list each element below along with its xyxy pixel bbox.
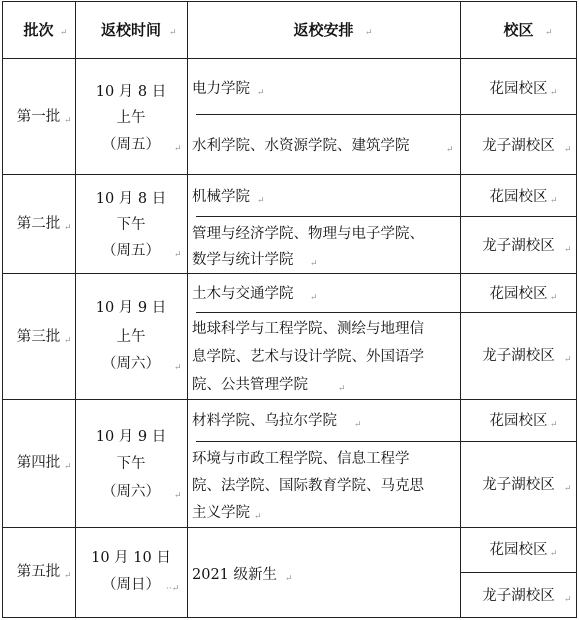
return-weekday: （周六） bbox=[102, 484, 160, 500]
paragraph-mark: ↵ bbox=[285, 574, 293, 584]
paragraph-mark: ↵ bbox=[257, 196, 265, 206]
batch-name: 第三批 bbox=[16, 329, 61, 345]
campus-name: 龙子湖校区 bbox=[482, 348, 555, 364]
college-list: 数学与统计学院 bbox=[192, 252, 294, 268]
paragraph-mark: ↵ bbox=[550, 420, 558, 430]
paragraph-mark: ↵ bbox=[354, 420, 362, 430]
college-list: 2021 级新生 bbox=[192, 567, 278, 583]
college-list: 息学院、艺术与设计学院、外国语学 bbox=[192, 349, 424, 365]
row-separator bbox=[196, 216, 577, 217]
campus-name: 花园校区 bbox=[489, 81, 548, 97]
college-list: 院、法学院、国际教育学院、马克思 bbox=[192, 478, 424, 494]
campus-name: 花园校区 bbox=[489, 413, 548, 429]
campus-name: 龙子湖校区 bbox=[482, 238, 555, 254]
paragraph-mark: ↵ bbox=[564, 145, 572, 155]
college-list: 院、公共管理学院 bbox=[192, 377, 308, 393]
batch-name: 第四批 bbox=[16, 455, 61, 471]
paragraph-mark: ↵ bbox=[564, 484, 572, 494]
paragraph-mark: ↵ bbox=[174, 144, 182, 154]
batch-name: 第五批 bbox=[16, 564, 61, 580]
batch-name: 第一批 bbox=[16, 109, 61, 125]
return-date: 10 月 8 日 bbox=[95, 84, 167, 100]
paragraph-mark: ↵ bbox=[310, 293, 318, 303]
row-separator bbox=[196, 441, 577, 442]
row-separator bbox=[460, 572, 577, 573]
college-list: 水利学院、水资源学院、建筑学院 bbox=[192, 138, 410, 154]
header-time: 返校时间 bbox=[100, 21, 161, 39]
return-date: 10 月 9 日 bbox=[95, 300, 167, 316]
paragraph-mark: ↵ bbox=[550, 196, 558, 206]
paragraph-mark: ↵ bbox=[446, 145, 454, 155]
paragraph-mark: ↵ bbox=[338, 384, 346, 394]
campus-name: 龙子湖校区 bbox=[482, 588, 555, 604]
row-separator bbox=[196, 114, 577, 115]
paragraph-mark: ↵ bbox=[550, 549, 558, 559]
return-period: 下午 bbox=[116, 456, 146, 472]
paragraph-mark: ↵ bbox=[174, 491, 182, 501]
college-list: 地球科学与工程学院、测绘与地理信 bbox=[192, 321, 424, 337]
batch-name: 第二批 bbox=[16, 216, 61, 232]
return-period: 上午 bbox=[116, 329, 146, 345]
paragraph-mark: ↵ bbox=[310, 259, 318, 269]
paragraph-mark: ··↵ bbox=[166, 584, 180, 594]
return-period: 上午 bbox=[116, 110, 146, 126]
paragraph-mark: ↵ bbox=[564, 595, 572, 605]
campus-name: 花园校区 bbox=[489, 542, 548, 558]
header-separator bbox=[2, 58, 577, 59]
paragraph-mark: ↵ bbox=[254, 512, 262, 522]
college-list: 电力学院 bbox=[192, 81, 250, 97]
return-date: 10 月 8 日 bbox=[95, 191, 167, 207]
paragraph-mark: ↵ bbox=[174, 363, 182, 373]
return-date: 10 月 10 日 bbox=[91, 550, 171, 566]
header-batch: 批次 bbox=[23, 21, 54, 39]
header-arrangement: 返校安排 bbox=[293, 21, 354, 39]
college-list: 环境与市政工程学院、信息工程学 bbox=[192, 451, 410, 467]
batch-separator bbox=[2, 527, 577, 528]
header-campus: 校区 bbox=[503, 21, 534, 39]
paragraph-mark: ↵ bbox=[64, 116, 72, 126]
paragraph-mark: ↵ bbox=[550, 293, 558, 303]
return-weekday: （周五） bbox=[102, 137, 160, 153]
paragraph-mark: ↵ bbox=[545, 28, 553, 38]
table-border-left bbox=[2, 1, 3, 618]
campus-name: 龙子湖校区 bbox=[482, 477, 555, 493]
college-list: 材料学院、乌拉尔学院 bbox=[192, 413, 337, 429]
return-date: 10 月 9 日 bbox=[95, 429, 167, 445]
paragraph-mark: ↵ bbox=[257, 88, 265, 98]
campus-name: 花园校区 bbox=[489, 286, 548, 302]
paragraph-mark: ↵ bbox=[365, 28, 373, 38]
table-border-top bbox=[2, 1, 577, 2]
batch-separator bbox=[2, 174, 577, 175]
college-list: 土木与交通学院 bbox=[192, 286, 294, 302]
return-weekday: （周日） bbox=[102, 577, 160, 593]
college-list: 机械学院 bbox=[192, 189, 250, 205]
paragraph-mark: ↵ bbox=[550, 88, 558, 98]
campus-name: 花园校区 bbox=[489, 189, 548, 205]
column-separator bbox=[187, 1, 188, 618]
paragraph-mark: ↵ bbox=[64, 336, 72, 346]
campus-name: 龙子湖校区 bbox=[482, 138, 555, 154]
paragraph-mark: ↵ bbox=[169, 28, 177, 38]
return-period: 下午 bbox=[116, 217, 146, 233]
paragraph-mark: ↵ bbox=[64, 223, 72, 233]
paragraph-mark: ↵ bbox=[174, 250, 182, 260]
table-border-bottom bbox=[2, 617, 577, 618]
batch-separator bbox=[2, 273, 577, 274]
paragraph-mark: ↵ bbox=[64, 462, 72, 472]
return-schedule-table bbox=[2, 1, 577, 618]
college-list: 主义学院 bbox=[192, 505, 250, 521]
college-list: 管理与经济学院、物理与电子学院、 bbox=[192, 226, 424, 242]
row-separator bbox=[196, 312, 577, 313]
return-weekday: （周六） bbox=[102, 356, 160, 372]
paragraph-mark: ↵ bbox=[64, 571, 72, 581]
paragraph-mark: ↵ bbox=[564, 245, 572, 255]
return-weekday: （周五） bbox=[102, 243, 160, 259]
paragraph-mark: ↵ bbox=[60, 28, 68, 38]
paragraph-mark: ↵ bbox=[564, 355, 572, 365]
batch-separator bbox=[2, 399, 577, 400]
